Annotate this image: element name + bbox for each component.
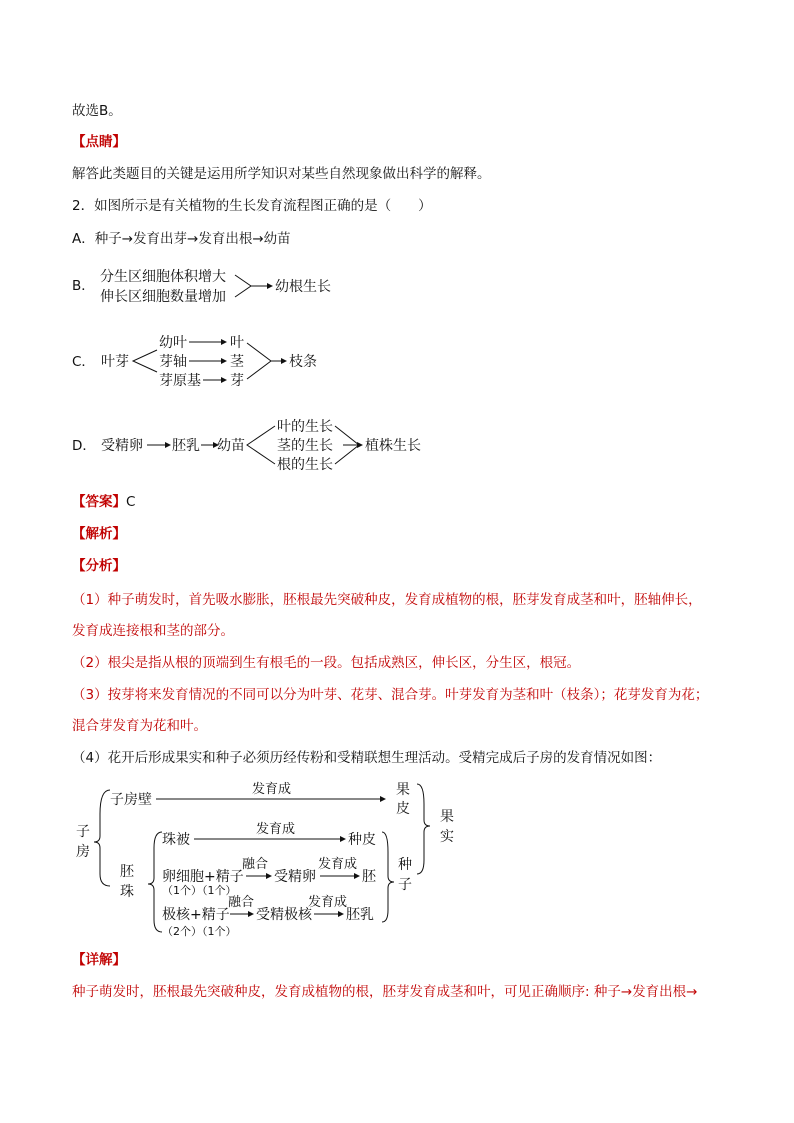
fruit-brace bbox=[417, 784, 430, 874]
ovary-brace bbox=[94, 790, 110, 886]
seed-brace bbox=[382, 832, 394, 922]
option-a bbox=[72, 229, 291, 249]
fenxi-p3-line1: （3）按芽将来发育情况的不同可以分为叶芽、花芽、混合芽。叶芽发育为茎和叶（枝条）；花芽发育为花； bbox=[72, 687, 709, 703]
option-b-row2: 伸长区细胞数量增加 bbox=[100, 289, 226, 305]
option-c-arrowhead-1 bbox=[221, 339, 227, 345]
option-c-left-2: 芽轴 bbox=[159, 354, 187, 370]
option-c-right-2: 茎 bbox=[230, 354, 244, 370]
question-stem: 2．如图所示是有关植物的生长发育流程图正确的是（ ） bbox=[72, 198, 432, 214]
option-c-left-3: 芽原基 bbox=[159, 373, 201, 389]
dianjing-label: 【点睛】 bbox=[72, 134, 126, 150]
ovary-char-1: 子 bbox=[76, 824, 90, 840]
option-c-diagram bbox=[95, 330, 325, 392]
integument-develops-label: 发育成 bbox=[256, 822, 296, 837]
option-d-diagram bbox=[95, 414, 435, 476]
option-d-node-1: 受精卵 bbox=[101, 438, 143, 454]
ovary-development-diagram bbox=[70, 774, 470, 942]
option-b-diagram bbox=[95, 264, 355, 308]
option-b-row1: 分生区细胞体积增大 bbox=[100, 269, 226, 285]
detail-text: 种子萌发时，胚根最先突破种皮，发育成植物的根，胚芽发育成茎和叶，可见正确顺序: 种子→发育出根→ bbox=[72, 984, 698, 1000]
ovary-wall-label: 子房壁 bbox=[110, 792, 152, 808]
option-b-arrow-head bbox=[267, 283, 273, 289]
wall-develops-label: 发育成 bbox=[252, 782, 292, 797]
option-b-merge-bracket bbox=[235, 275, 251, 297]
option-c-source: 叶芽 bbox=[101, 354, 129, 370]
polar-develops-label: 发育成 bbox=[308, 895, 348, 910]
seed-coat-label: 种皮 bbox=[348, 832, 376, 848]
endosperm-label: 胚乳 bbox=[346, 907, 374, 923]
fenxi-p3-line2: 混合芽发育为花和叶。 bbox=[72, 718, 207, 734]
option-d-mid-3: 根的生长 bbox=[277, 457, 333, 473]
fruit-char-1: 果 bbox=[440, 809, 454, 825]
fenxi-label: 【分析】 bbox=[72, 558, 126, 574]
seed-char-2: 子 bbox=[398, 877, 412, 893]
fertilized-polar-label: 受精极核 bbox=[256, 907, 312, 923]
option-d-arrowhead-3 bbox=[357, 442, 363, 448]
seed-char-1: 种 bbox=[398, 857, 412, 873]
peel-char-1: 果 bbox=[396, 782, 410, 798]
option-c-arrowhead-3 bbox=[221, 377, 227, 383]
option-a-letter: A． bbox=[72, 231, 95, 247]
option-d-result: 植株生长 bbox=[365, 438, 421, 454]
integument-label: 珠被 bbox=[162, 832, 190, 848]
polar-sperm-counts: （2个）（1个） bbox=[162, 925, 237, 938]
option-b-letter: B． bbox=[72, 278, 95, 294]
detail-label: 【详解】 bbox=[72, 952, 126, 968]
embryo-label: 胚 bbox=[362, 869, 376, 885]
polar-arrow-head bbox=[338, 911, 344, 917]
option-c-right-1: 叶 bbox=[230, 335, 244, 351]
fenxi-p2: （2）根尖是指从根的顶端到生有根毛的一段。包括成熟区，伸长区，分生区，根冠。 bbox=[72, 655, 581, 671]
fenxi-p1-line2: 发育成连接根和茎的部分。 bbox=[72, 623, 234, 639]
ovary-char-2: 房 bbox=[76, 844, 90, 860]
polar-sperm-label: 极核+精子 bbox=[162, 907, 230, 923]
option-a-text: 种子→发育出芽→发育出根→幼苗 bbox=[94, 231, 291, 247]
option-d-node-2: 胚乳 bbox=[172, 438, 200, 454]
egg-fuse-label: 融合 bbox=[242, 857, 269, 872]
answer-label: 【答案】 bbox=[72, 494, 126, 510]
option-d-split-bracket bbox=[247, 426, 275, 464]
answer-value: C bbox=[126, 494, 136, 510]
ovule-brace bbox=[148, 832, 162, 932]
fruit-char-2: 实 bbox=[440, 829, 454, 845]
ovule-char-2: 珠 bbox=[120, 884, 134, 900]
zygote-arrow-head bbox=[354, 873, 360, 879]
integument-arrow-head bbox=[340, 836, 346, 842]
fenxi-p4: （4）花开后形成果实和种子必须历经传粉和受精联想生理活动。受精完成后子房的发育情况如图： bbox=[72, 750, 662, 766]
option-c-merge-bracket bbox=[247, 343, 271, 379]
dianjing-text: 解答此类题目的关键是运用所学知识对某些自然现象做出科学的解释。 bbox=[72, 166, 491, 182]
option-b-result: 幼根生长 bbox=[275, 279, 331, 295]
answer-line bbox=[72, 492, 135, 512]
fenxi-p1-line1: （1）种子萌发时，首先吸水膨胀，胚根最先突破种皮，发育成植物的根，胚芽发育成茎和叶，胚轴伸长， bbox=[72, 592, 702, 608]
option-c-arrowhead-2 bbox=[221, 358, 227, 364]
polar-fuse-label: 融合 bbox=[228, 895, 255, 910]
option-d-letter: D． bbox=[72, 438, 96, 454]
option-c-split-bracket bbox=[133, 350, 157, 372]
option-d-arrowhead-1 bbox=[165, 442, 171, 448]
egg-fuse-arrow-head bbox=[266, 873, 272, 879]
option-c-right-3: 芽 bbox=[230, 373, 244, 389]
option-d-node-3: 幼苗 bbox=[217, 438, 245, 454]
option-c-left-1: 幼叶 bbox=[159, 335, 187, 351]
ovule-char-1: 胚 bbox=[120, 864, 134, 880]
peel-char-2: 皮 bbox=[396, 801, 410, 817]
zygote-develops-label: 发育成 bbox=[318, 857, 358, 872]
option-c-arrowhead-4 bbox=[281, 358, 287, 364]
egg-sperm-label: 卵细胞+精子 bbox=[162, 869, 244, 885]
option-d-mid-2: 茎的生长 bbox=[277, 438, 333, 454]
polar-fuse-arrow-head bbox=[248, 911, 254, 917]
answer-choice-line: 故选B。 bbox=[72, 103, 122, 119]
option-c-letter: C． bbox=[72, 354, 95, 370]
zygote-label: 受精卵 bbox=[274, 869, 316, 885]
egg-sperm-counts: （1个）（1个） bbox=[162, 884, 237, 897]
wall-arrow-head bbox=[380, 796, 386, 802]
option-c-result: 枝条 bbox=[289, 354, 317, 370]
option-d-mid-1: 叶的生长 bbox=[277, 419, 333, 435]
jiexi-label: 【解析】 bbox=[72, 526, 126, 542]
